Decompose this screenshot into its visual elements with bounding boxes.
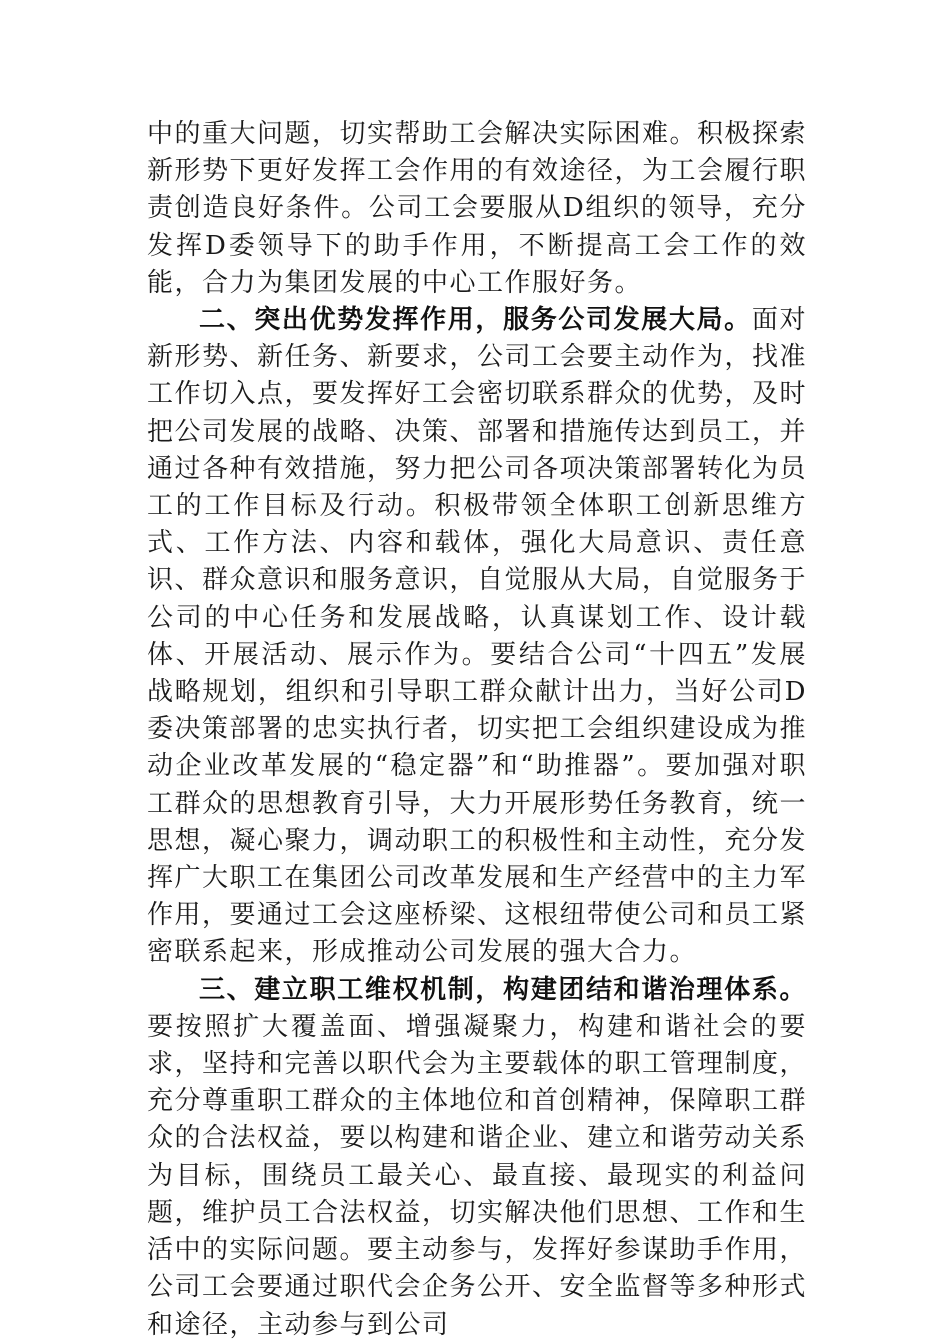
section-3-body: 要按照扩大覆盖面、增强凝聚力，构建和谐社会的要求，坚持和完善以职代会为主要载体的职工管理制度，充分尊重职工群众的主体地位和首创精神，保障职工群众的合法权益，要以构建和谐企业、建立和谐劳动关系为目标，围绕员工最关心、最直接、最现实的利益问题，维护员工合法权益，切实解决他们思想、工作和生活中的实际问题。要主动参与，发挥好参谋助手作用，公司工会要通过职代会企务公开、安全监督等多种形式和途径，主动参与到公司 [147,1011,808,1340]
document-body [147,116,807,1344]
section-2-heading: 二、突出优势发挥作用，服务公司发展大局。 [199,305,752,336]
section-2-body: 面对新形势、新任务、新要求，公司工会要主动作为，找准工作切入点，要发挥好工会密切联系群众的优势，及时把公司发展的战略、决策、部署和措施传达到员工，并通过各种有效措施，努力把公司各项决策部署转化为员工的工作目标及行动。积极带领全体职工创新思维方式、工作方法、内容和载体，强化大局意识、责任意识、群众意识和服务意识，自觉服从大局，自觉服务于公司的中心任务和发展战略，认真谋划工作、设计载体、开展活动、展示作为。要结合公司“十四五”发展战略规划，组织和引导职工群众献计出力，当好公司D委决策部署的忠实执行者，切实把工会组织建设成为推动企业改革发展的“稳定器”和“助推器”。要加强对职工群众的思想教育引导，大力开展形势任务教育，统一思想，凝心聚力，调动职工的积极性和主动性，充分发挥广大职工在集团公司改革发展和生产经营中的主力军作用，要通过工会这座桥梁、这根纽带使公司和员工紧密联系起来，形成推动公司发展的强大合力。 [147,305,808,968]
section-3-heading: 三、建立职工维权机制，构建团结和谐治理体系。 [199,974,807,1005]
section-2-paragraph [147,302,807,972]
paragraph-text: 中的重大问题，切实帮助工会解决实际困难。积极探索新形势下更好发挥工会作用的有效途径，为工会履行职责创造良好条件。公司工会要服从D组织的领导，充分发挥D委领导下的助手作用，不断提高工会工作的效能，合力为集团发展的中心工作服好务。 [147,119,808,298]
section-3-paragraph [147,972,807,1344]
paragraph-continuation [147,116,807,302]
